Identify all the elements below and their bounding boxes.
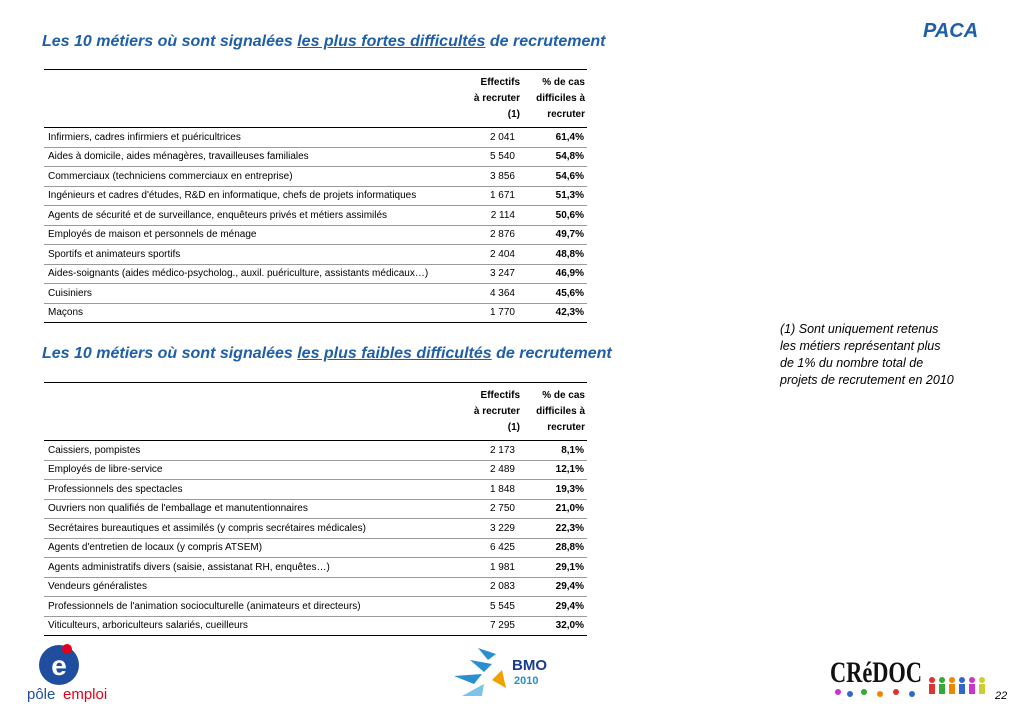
row-label: Ingénieurs et cadres d'études, R&D en informatique, chefs de projets informatiques bbox=[48, 190, 417, 202]
row-effectifs: 1 671 bbox=[489, 190, 515, 202]
row-pct: 29,1% bbox=[555, 561, 584, 573]
top-title-after: de recrutement bbox=[485, 33, 606, 50]
row-label: Ouvriers non qualifiés de l'emballage et manutentionnaires bbox=[48, 503, 308, 515]
row-pct: 29,4% bbox=[555, 600, 584, 612]
table-row bbox=[44, 597, 587, 617]
row-label: Aides-soignants (aides médico-psycholog., auxil. puériculture, assistants médicaux…) bbox=[48, 268, 429, 280]
bmo-word: BMO bbox=[512, 657, 547, 674]
table-header-row bbox=[44, 383, 587, 441]
region-title: PACA bbox=[923, 20, 979, 42]
row-effectifs: 3 247 bbox=[489, 268, 515, 280]
header-effectifs-line2: à recruter (1) bbox=[473, 92, 520, 120]
table-row bbox=[44, 499, 587, 519]
row-pct: 19,3% bbox=[555, 483, 584, 495]
row-effectifs: 1 981 bbox=[489, 561, 515, 573]
table-row bbox=[44, 128, 587, 148]
row-pct: 29,4% bbox=[555, 581, 584, 593]
row-effectifs: 4 364 bbox=[489, 287, 515, 299]
table-row bbox=[44, 480, 587, 500]
top-table-title bbox=[42, 33, 605, 51]
table-header-row bbox=[44, 70, 587, 128]
table-row bbox=[44, 147, 587, 167]
row-pct: 49,7% bbox=[555, 229, 584, 241]
bottom-title-before: Les 10 métiers où sont signalées bbox=[42, 345, 298, 362]
top-title-underlined: les plus fortes difficultés bbox=[297, 33, 486, 50]
header-effectifs bbox=[464, 70, 520, 128]
row-label: Infirmiers, cadres infirmiers et puéricultrices bbox=[48, 131, 241, 143]
header-pct-line2: difficiles à bbox=[536, 405, 585, 417]
bottom-table bbox=[44, 382, 587, 636]
row-pct: 54,8% bbox=[555, 151, 584, 163]
top-title-before: Les 10 métiers où sont signalées bbox=[42, 33, 298, 50]
row-effectifs: 3 856 bbox=[489, 170, 515, 182]
row-label: Cuisiniers bbox=[48, 287, 92, 299]
row-label: Caissiers, pompistes bbox=[48, 444, 141, 456]
row-effectifs: 7 295 bbox=[489, 620, 515, 632]
footnote-line4: projets de recrutement en 2010 bbox=[780, 373, 954, 387]
row-label: Agents de sécurité et de surveillance, enquêteurs privés et métiers assimilés bbox=[48, 209, 388, 221]
row-label: Secrétaires bureautiques et assimilés (y compris secrétaires médicales) bbox=[48, 522, 366, 534]
header-effectifs-line2: à recruter (1) bbox=[473, 405, 520, 433]
header-pct-line3: recruter bbox=[547, 108, 585, 120]
pole-emploi-word1: pôle bbox=[27, 686, 56, 703]
header-pct bbox=[520, 383, 587, 441]
bmo-emblem-icon bbox=[448, 640, 566, 706]
row-label: Employés de maison et personnels de ménage bbox=[48, 229, 257, 241]
credoc-emblem-icon bbox=[828, 650, 988, 702]
table-row bbox=[44, 558, 587, 578]
header-pct bbox=[520, 70, 587, 128]
row-label: Professionnels des spectacles bbox=[48, 483, 183, 495]
table-row bbox=[44, 616, 587, 636]
row-effectifs: 2 114 bbox=[490, 209, 515, 221]
row-effectifs: 6 425 bbox=[489, 542, 515, 554]
row-effectifs: 2 750 bbox=[489, 503, 515, 515]
header-label-cell bbox=[44, 383, 464, 441]
row-effectifs: 1 848 bbox=[489, 483, 515, 495]
row-effectifs: 2 173 bbox=[489, 444, 515, 456]
row-label: Viticulteurs, arboriculteurs salariés, cueilleurs bbox=[48, 620, 248, 632]
table-row bbox=[44, 519, 587, 539]
row-pct: 32,0% bbox=[555, 620, 584, 632]
bottom-title-underlined: les plus faibles difficultés bbox=[297, 345, 492, 362]
row-pct: 50,6% bbox=[555, 209, 584, 221]
row-label: Aides à domicile, aides ménagères, travailleuses familiales bbox=[48, 151, 309, 163]
row-pct: 12,1% bbox=[555, 464, 584, 476]
row-pct: 8,1% bbox=[561, 444, 584, 456]
row-effectifs: 5 540 bbox=[489, 151, 515, 163]
bottom-title-after: de recrutement bbox=[491, 345, 612, 362]
row-label: Agents administratifs divers (saisie, assistanat RH, enquêtes…) bbox=[48, 561, 330, 573]
row-pct: 48,8% bbox=[555, 248, 584, 260]
row-pct: 51,3% bbox=[555, 190, 584, 202]
header-label-cell bbox=[44, 70, 464, 128]
table-row bbox=[44, 264, 587, 284]
header-pct-line1: % de cas bbox=[542, 389, 585, 401]
table-row bbox=[44, 303, 587, 323]
bmo-year: 2010 bbox=[514, 675, 539, 687]
table-row bbox=[44, 206, 587, 226]
row-label: Commerciaux (techniciens commerciaux en entreprise) bbox=[48, 170, 293, 182]
table-row bbox=[44, 577, 587, 597]
row-label: Sportifs et animateurs sportifs bbox=[48, 248, 181, 260]
footnote-line3: de 1% du nombre total de bbox=[780, 356, 924, 370]
header-effectifs-line1: Effectifs bbox=[480, 389, 520, 401]
bottom-table-title bbox=[42, 345, 612, 363]
footnote-line2: les métiers représentant plus bbox=[780, 339, 941, 353]
table-row bbox=[44, 284, 587, 304]
row-label: Agents d'entretien de locaux (y compris ATSEM) bbox=[48, 542, 263, 554]
row-pct: 28,8% bbox=[555, 542, 584, 554]
table-row bbox=[44, 538, 587, 558]
footnote bbox=[780, 321, 995, 389]
header-pct-line1: % de cas bbox=[542, 76, 585, 88]
row-label: Maçons bbox=[48, 307, 84, 319]
table-row bbox=[44, 186, 587, 206]
footnote-line1: (1) Sont uniquement retenus bbox=[780, 322, 939, 336]
row-effectifs: 2 083 bbox=[489, 581, 515, 593]
row-label: Vendeurs généralistes bbox=[48, 581, 147, 593]
pole-emploi-letter: e bbox=[51, 650, 67, 681]
table-row bbox=[44, 225, 587, 245]
table-row bbox=[44, 167, 587, 187]
row-effectifs: 2 041 bbox=[489, 131, 515, 143]
table-row bbox=[44, 460, 587, 480]
row-effectifs: 2 489 bbox=[489, 464, 515, 476]
row-effectifs: 5 545 bbox=[489, 600, 515, 612]
row-effectifs: 1 770 bbox=[489, 307, 515, 319]
table-row bbox=[44, 441, 587, 461]
pole-emploi-logo bbox=[27, 643, 117, 705]
row-pct: 21,0% bbox=[555, 503, 584, 515]
row-pct: 54,6% bbox=[555, 170, 584, 182]
row-pct: 46,9% bbox=[555, 268, 584, 280]
row-effectifs: 2 876 bbox=[489, 229, 515, 241]
row-effectifs: 3 229 bbox=[489, 522, 515, 534]
row-label: Professionnels de l'animation socioculturelle (animateurs et directeurs) bbox=[48, 600, 361, 612]
pole-emploi-emblem-icon bbox=[27, 643, 117, 705]
row-pct: 22,3% bbox=[555, 522, 584, 534]
row-label: Employés de libre-service bbox=[48, 464, 163, 476]
row-effectifs: 2 404 bbox=[489, 248, 515, 260]
header-pct-line3: recruter bbox=[547, 421, 585, 433]
page-number: 22 bbox=[995, 690, 1008, 702]
header-pct-line2: difficiles à bbox=[536, 92, 585, 104]
credoc-word: CRéDOC bbox=[830, 656, 922, 689]
pole-emploi-word2: emploi bbox=[63, 686, 108, 703]
row-pct: 45,6% bbox=[555, 287, 584, 299]
table-row bbox=[44, 245, 587, 265]
header-effectifs-line1: Effectifs bbox=[480, 76, 520, 88]
row-pct: 42,3% bbox=[555, 307, 584, 319]
bmo-logo bbox=[448, 640, 566, 706]
credoc-logo bbox=[828, 650, 988, 702]
top-table bbox=[44, 69, 587, 323]
header-effectifs bbox=[464, 383, 520, 441]
row-pct: 61,4% bbox=[555, 131, 584, 143]
